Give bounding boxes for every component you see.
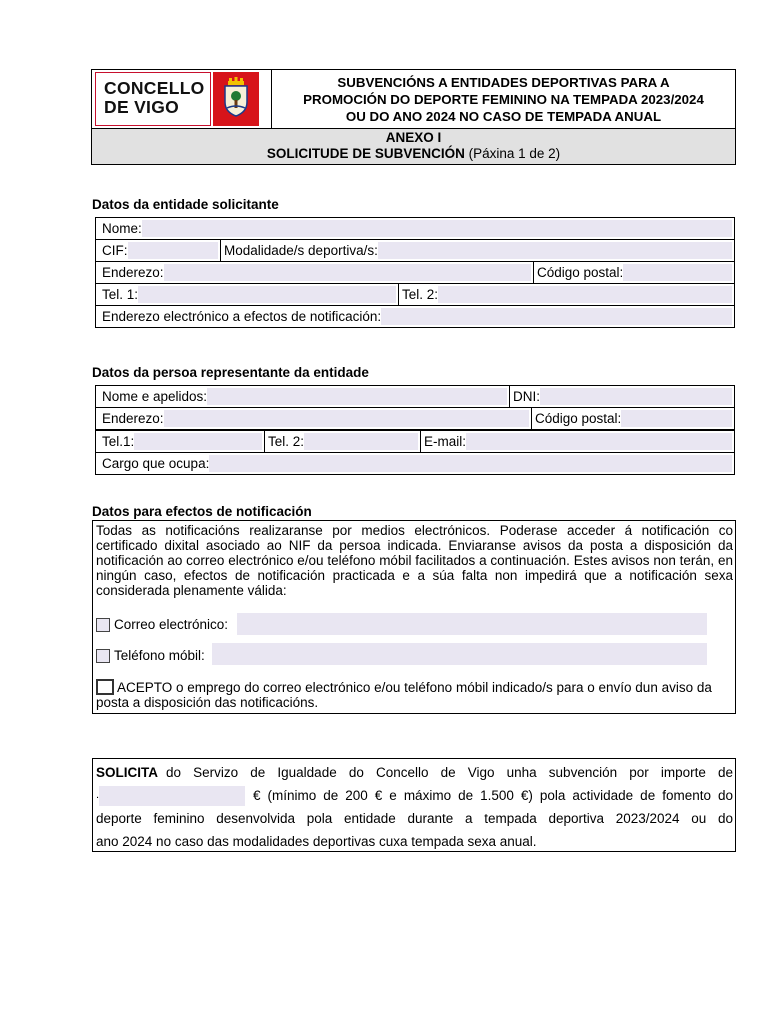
entity-sports-input[interactable] — [378, 242, 732, 259]
rep-tel2-input[interactable] — [304, 433, 418, 450]
document-title — [272, 70, 735, 128]
notification-text: Todas as notificacións realizaranse por medios electrónicos. Poderase acceder á notificación co certificado dixital asociado ao NIF da persoa indicada. Enviaranse avisos da posta a disposición da notificación ao correo electrónico e/ou teléfono móbil facilitados a continuación. Estes avisos non terán, en ningún caso, efectos de notificación practicada e a súa falta non impedirá que a notificación sexa considerada plenamente válida: — [96, 523, 733, 598]
rep-email-field[interactable] — [420, 430, 735, 453]
notification-box — [92, 520, 736, 714]
request-lead: SOLICITA — [96, 765, 158, 780]
request-line-2 — [96, 784, 733, 807]
email-checkbox[interactable] — [96, 618, 110, 632]
rep-postal-input[interactable] — [621, 410, 732, 427]
phone-option-label: Teléfono móbil: — [114, 648, 205, 663]
request-text-4: ano 2024 no caso das modalidades deportivas cuxa tempada sexa anual. — [96, 834, 537, 849]
entity-postal-field[interactable] — [533, 261, 735, 284]
notification-section-title: Datos para efectos de notificación — [92, 504, 312, 519]
annex-label: ANEXO I — [385, 130, 442, 145]
email-option-row — [96, 617, 228, 632]
entity-cif-field[interactable] — [95, 239, 221, 262]
rep-position-field[interactable] — [95, 452, 735, 475]
header-box — [91, 69, 736, 165]
rep-tel1-input[interactable] — [134, 433, 262, 450]
entity-address-input[interactable] — [164, 264, 531, 281]
rep-email-label: E-mail: — [424, 434, 467, 449]
rep-address-label: Enderezo: — [102, 411, 164, 426]
logo-text — [104, 79, 205, 117]
form-name-line — [92, 146, 735, 162]
entity-name-label: Nome: — [102, 221, 142, 236]
accept-row — [96, 679, 728, 710]
rep-position-label: Cargo que ocupa: — [102, 456, 210, 471]
entity-postal-label: Código postal: — [537, 265, 624, 280]
rep-postal-field[interactable] — [531, 407, 735, 430]
entity-tel1-field[interactable] — [95, 283, 399, 306]
entity-email-input[interactable] — [381, 308, 732, 325]
entity-tel2-input[interactable] — [438, 286, 732, 303]
entity-tel1-input[interactable] — [138, 286, 396, 303]
accept-checkbox[interactable] — [96, 679, 114, 695]
entity-name-input[interactable] — [142, 220, 732, 237]
title-line-2: PROMOCIÓN DO DEPORTE FEMININO NA TEMPADA 2023/2024 — [303, 91, 704, 107]
representative-section-title: Datos da persoa representante da entidade — [92, 365, 369, 380]
rep-tel2-label: Tel. 2: — [268, 434, 305, 449]
entity-tel2-field[interactable] — [398, 283, 735, 306]
request-text-2: € (mínimo de 200 € e máximo de 1.500 €) pola actividade de fomento do — [253, 788, 733, 803]
rep-dni-label: DNI: — [513, 389, 540, 404]
entity-cif-label: CIF: — [102, 243, 128, 258]
coat-of-arms-icon — [213, 72, 259, 126]
rep-name-field[interactable] — [95, 385, 510, 408]
notification-email-input[interactable] — [237, 613, 707, 635]
accept-text: ACEPTO o emprego do correo electrónico e/ou teléfono móbil indicado/s para o envío dun aviso da posta a disposición das notificacións. — [96, 680, 712, 710]
rep-name-label: Nome e apelidos: — [102, 389, 208, 404]
entity-email-label: Enderezo electrónico a efectos de notificación: — [102, 309, 382, 324]
entity-address-field[interactable] — [95, 261, 534, 284]
logo-area — [92, 70, 272, 128]
title-line-1: SUBVENCIÓNS A ENTIDADES DEPORTIVAS PARA A — [337, 74, 670, 90]
request-box — [92, 758, 736, 852]
rep-tel2-field[interactable] — [264, 430, 421, 453]
request-text-1: do Servizo de Igualdade do Concello de Vigo unha subvención por importe de — [166, 765, 733, 780]
entity-cif-input[interactable] — [128, 242, 219, 259]
entity-sports-field[interactable] — [220, 239, 735, 262]
entity-name-field[interactable] — [95, 217, 735, 240]
request-text — [96, 761, 733, 853]
rep-email-input[interactable] — [466, 433, 732, 450]
entity-sports-label: Modalidade/s deportiva/s: — [224, 243, 378, 258]
annex-banner — [92, 128, 735, 164]
request-text-3: deporte feminino desenvolvida pola entidade durante a tempada deportiva 2023/2024 ou do — [96, 811, 733, 826]
request-line-1 — [96, 761, 733, 784]
amount-input[interactable] — [99, 786, 245, 806]
logo-line-1: CONCELLO — [104, 78, 205, 98]
rep-postal-label: Código postal: — [535, 411, 622, 426]
rep-tel1-field[interactable] — [95, 430, 265, 453]
concello-logo — [95, 72, 211, 126]
page-info: (Páxina 1 de 2) — [468, 146, 561, 161]
entity-email-field[interactable] — [95, 305, 735, 328]
rep-name-input[interactable] — [207, 388, 507, 405]
phone-option-row — [96, 648, 205, 663]
entity-tel1-label: Tel. 1: — [102, 287, 139, 302]
logo-line-2: DE VIGO — [104, 97, 180, 117]
entity-section-title: Datos da entidade solicitante — [92, 197, 279, 212]
rep-address-field[interactable] — [95, 407, 532, 430]
notification-phone-input[interactable] — [212, 643, 707, 665]
rep-address-input[interactable] — [164, 410, 529, 427]
entity-tel2-label: Tel. 2: — [402, 287, 439, 302]
rep-tel1-label: Tel.1: — [102, 434, 135, 449]
rep-dni-field[interactable] — [509, 385, 735, 408]
rep-dni-input[interactable] — [540, 388, 732, 405]
rep-position-input[interactable] — [209, 455, 732, 472]
entity-postal-input[interactable] — [623, 264, 732, 281]
phone-checkbox[interactable] — [96, 649, 110, 663]
email-option-label: Correo electrónico: — [114, 617, 229, 632]
entity-address-label: Enderezo: — [102, 265, 164, 280]
request-dot: . — [96, 789, 100, 801]
title-line-3: OU DO ANO 2024 NO CASO DE TEMPADA ANUAL — [345, 108, 662, 124]
form-name: SOLICITUDE DE SUBVENCIÓN — [266, 146, 465, 161]
